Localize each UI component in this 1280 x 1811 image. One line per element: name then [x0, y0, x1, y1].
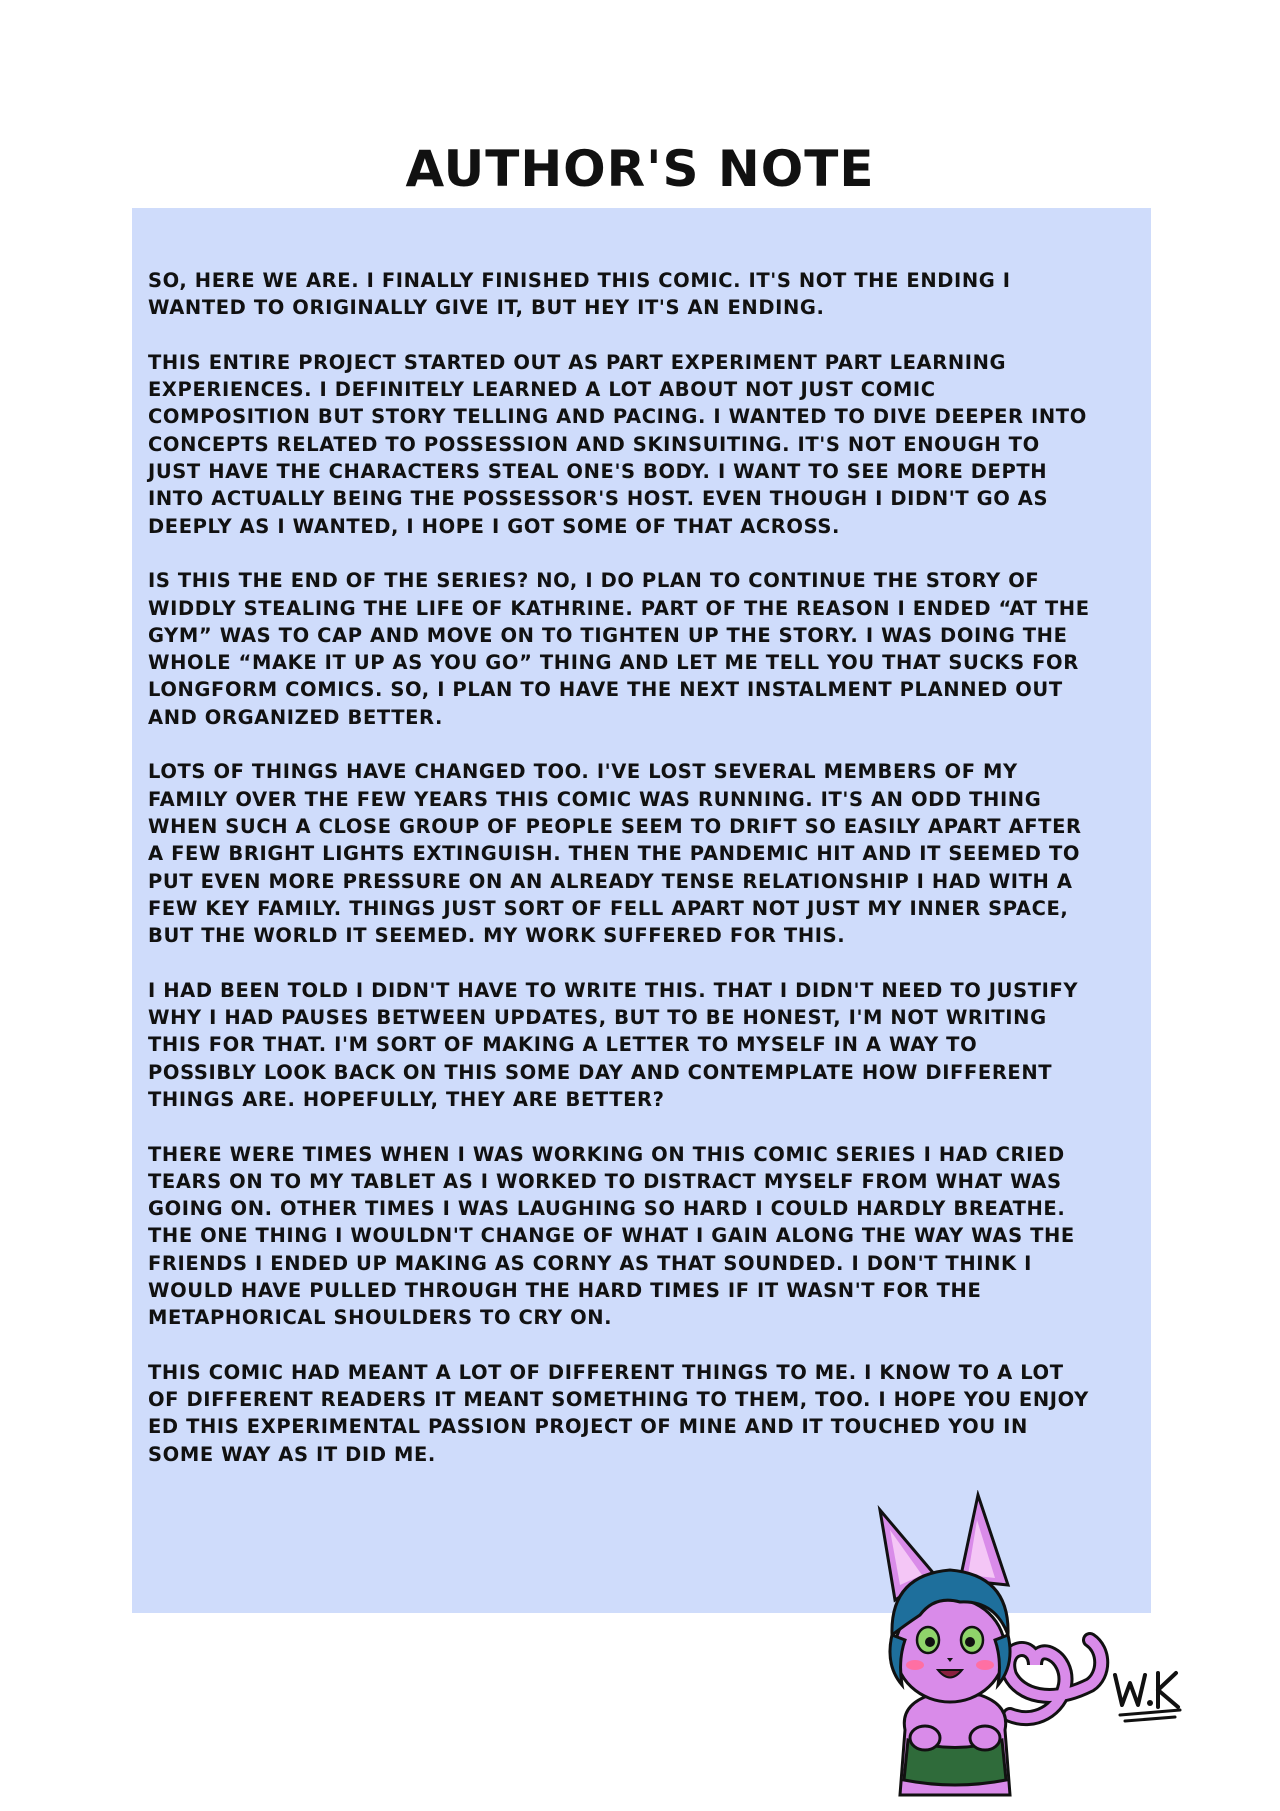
note-line: WHY I HAD PAUSES BETWEEN UPDATES, BUT TO BE HONEST, I'M NOT WRITING — [148, 1006, 1047, 1030]
note-line: GYM” WAS TO CAP AND MOVE ON TO TIGHTEN UP THE STORY. I WAS DOING THE — [148, 623, 1068, 647]
note-line: LOTS OF THINGS HAVE CHANGED TOO. I'VE LOST SEVERAL MEMBERS OF MY — [148, 760, 1018, 784]
note-paragraph — [148, 977, 1138, 1113]
artist-signature — [1110, 1665, 1185, 1725]
note-line: AND ORGANIZED BETTER. — [148, 705, 444, 729]
note-line: THIS FOR THAT. I'M SORT OF MAKING A LETTER TO MYSELF IN A WAY TO — [148, 1033, 978, 1057]
note-paragraph — [148, 1141, 1138, 1332]
note-paragraph — [148, 267, 1138, 322]
note-line: COMPOSITION BUT STORY TELLING AND PACING. I WANTED TO DIVE DEEPER INTO — [148, 405, 1087, 429]
note-line: FAMILY OVER THE FEW YEARS THIS COMIC WAS RUNNING. IT'S AN ODD THING — [148, 787, 1042, 811]
note-line: CONCEPTS RELATED TO POSSESSION AND SKINSUITING. IT'S NOT ENOUGH TO — [148, 432, 1040, 456]
note-line: POSSIBLY LOOK BACK ON THIS SOME DAY AND CONTEMPLATE HOW DIFFERENT — [148, 1060, 1053, 1084]
note-line: I HAD BEEN TOLD I DIDN'T HAVE TO WRITE THIS. THAT I DIDN'T NEED TO JUSTIFY — [148, 978, 1079, 1002]
note-line: GOING ON. OTHER TIMES I WAS LAUGHING SO HARD I COULD HARDLY BREATHE. — [148, 1197, 1066, 1221]
page-title: AUTHOR'S NOTE — [405, 140, 875, 198]
note-line: WHOLE “MAKE IT UP AS YOU GO” THING AND LET ME TELL YOU THAT SUCKS FOR — [148, 651, 1079, 675]
note-line: THERE WERE TIMES WHEN I WAS WORKING ON THIS COMIC SERIES I HAD CRIED — [148, 1142, 1065, 1166]
note-line: WOULD HAVE PULLED THROUGH THE HARD TIMES IF IT WASN'T FOR THE — [148, 1278, 982, 1302]
note-line: A FEW BRIGHT LIGHTS EXTINGUISH. THEN THE PANDEMIC HIT AND IT SEEMED TO — [148, 842, 1081, 866]
note-line: JUST HAVE THE CHARACTERS STEAL ONE'S BODY. I WANT TO SEE MORE DEPTH — [148, 460, 1048, 484]
note-line: METAPHORICAL SHOULDERS TO CRY ON. — [148, 1306, 613, 1330]
note-line: THIS ENTIRE PROJECT STARTED OUT AS PART EXPERIMENT PART LEARNING — [148, 350, 1007, 374]
note-line: LONGFORM COMICS. SO, I PLAN TO HAVE THE NEXT INSTALMENT PLANNED OUT — [148, 678, 1063, 702]
note-paragraph — [148, 349, 1138, 540]
note-line: THE ONE THING I WOULDN'T CHANGE OF WHAT I GAIN ALONG THE WAY WAS THE — [148, 1224, 1075, 1248]
note-line: THINGS ARE. HOPEFULLY, THEY ARE BETTER? — [148, 1087, 665, 1111]
note-line: THIS COMIC HAD MEANT A LOT OF DIFFERENT THINGS TO ME. I KNOW TO A LOT — [148, 1360, 1064, 1384]
note-line: WHEN SUCH A CLOSE GROUP OF PEOPLE SEEM TO DRIFT SO EASILY APART AFTER — [148, 814, 1082, 838]
cat-mascot-illustration — [860, 1490, 1110, 1800]
note-line: FRIENDS I ENDED UP MAKING AS CORNY AS THAT SOUNDED. I DON'T THINK I — [148, 1251, 1032, 1275]
note-line: TEARS ON TO MY TABLET AS I WORKED TO DISTRACT MYSELF FROM WHAT WAS — [148, 1169, 1062, 1193]
note-line: FEW KEY FAMILY. THINGS JUST SORT OF FELL APART NOT JUST MY INNER SPACE, — [148, 896, 1069, 920]
note-paragraph — [148, 758, 1138, 949]
note-line: WIDDLY STEALING THE LIFE OF KATHRINE. PART OF THE REASON I ENDED “AT THE — [148, 596, 1090, 620]
note-line: SOME WAY AS IT DID ME. — [148, 1442, 436, 1466]
note-paragraph — [148, 567, 1138, 731]
note-line: DEEPLY AS I WANTED, I HOPE I GOT SOME OF THAT ACROSS. — [148, 514, 841, 538]
note-line: INTO ACTUALLY BEING THE POSSESSOR'S HOST. EVEN THOUGH I DIDN'T GO AS — [148, 487, 1049, 511]
note-line: IS THIS THE END OF THE SERIES? NO, I DO PLAN TO CONTINUE THE STORY OF — [148, 569, 1040, 593]
note-line: PUT EVEN MORE PRESSURE ON AN ALREADY TENSE RELATIONSHIP I HAD WITH A — [148, 869, 1073, 893]
note-line: SO, HERE WE ARE. I FINALLY FINISHED THIS COMIC. IT'S NOT THE ENDING I — [148, 269, 1011, 292]
note-line: EXPERIENCES. I DEFINITELY LEARNED A LOT ABOUT NOT JUST COMIC — [148, 378, 936, 402]
note-line: ED THIS EXPERIMENTAL PASSION PROJECT OF MINE AND IT TOUCHED YOU IN — [148, 1415, 1028, 1439]
note-paragraph — [148, 1359, 1138, 1468]
note-body — [148, 267, 1138, 1468]
note-line: OF DIFFERENT READERS IT MEANT SOMETHING TO THEM, TOO. I HOPE YOU ENJOY — [148, 1388, 1089, 1412]
note-line: WANTED TO ORIGINALLY GIVE IT, BUT HEY IT'S AN ENDING. — [148, 296, 825, 320]
note-line: BUT THE WORLD IT SEEMED. MY WORK SUFFERED FOR THIS. — [148, 924, 846, 948]
